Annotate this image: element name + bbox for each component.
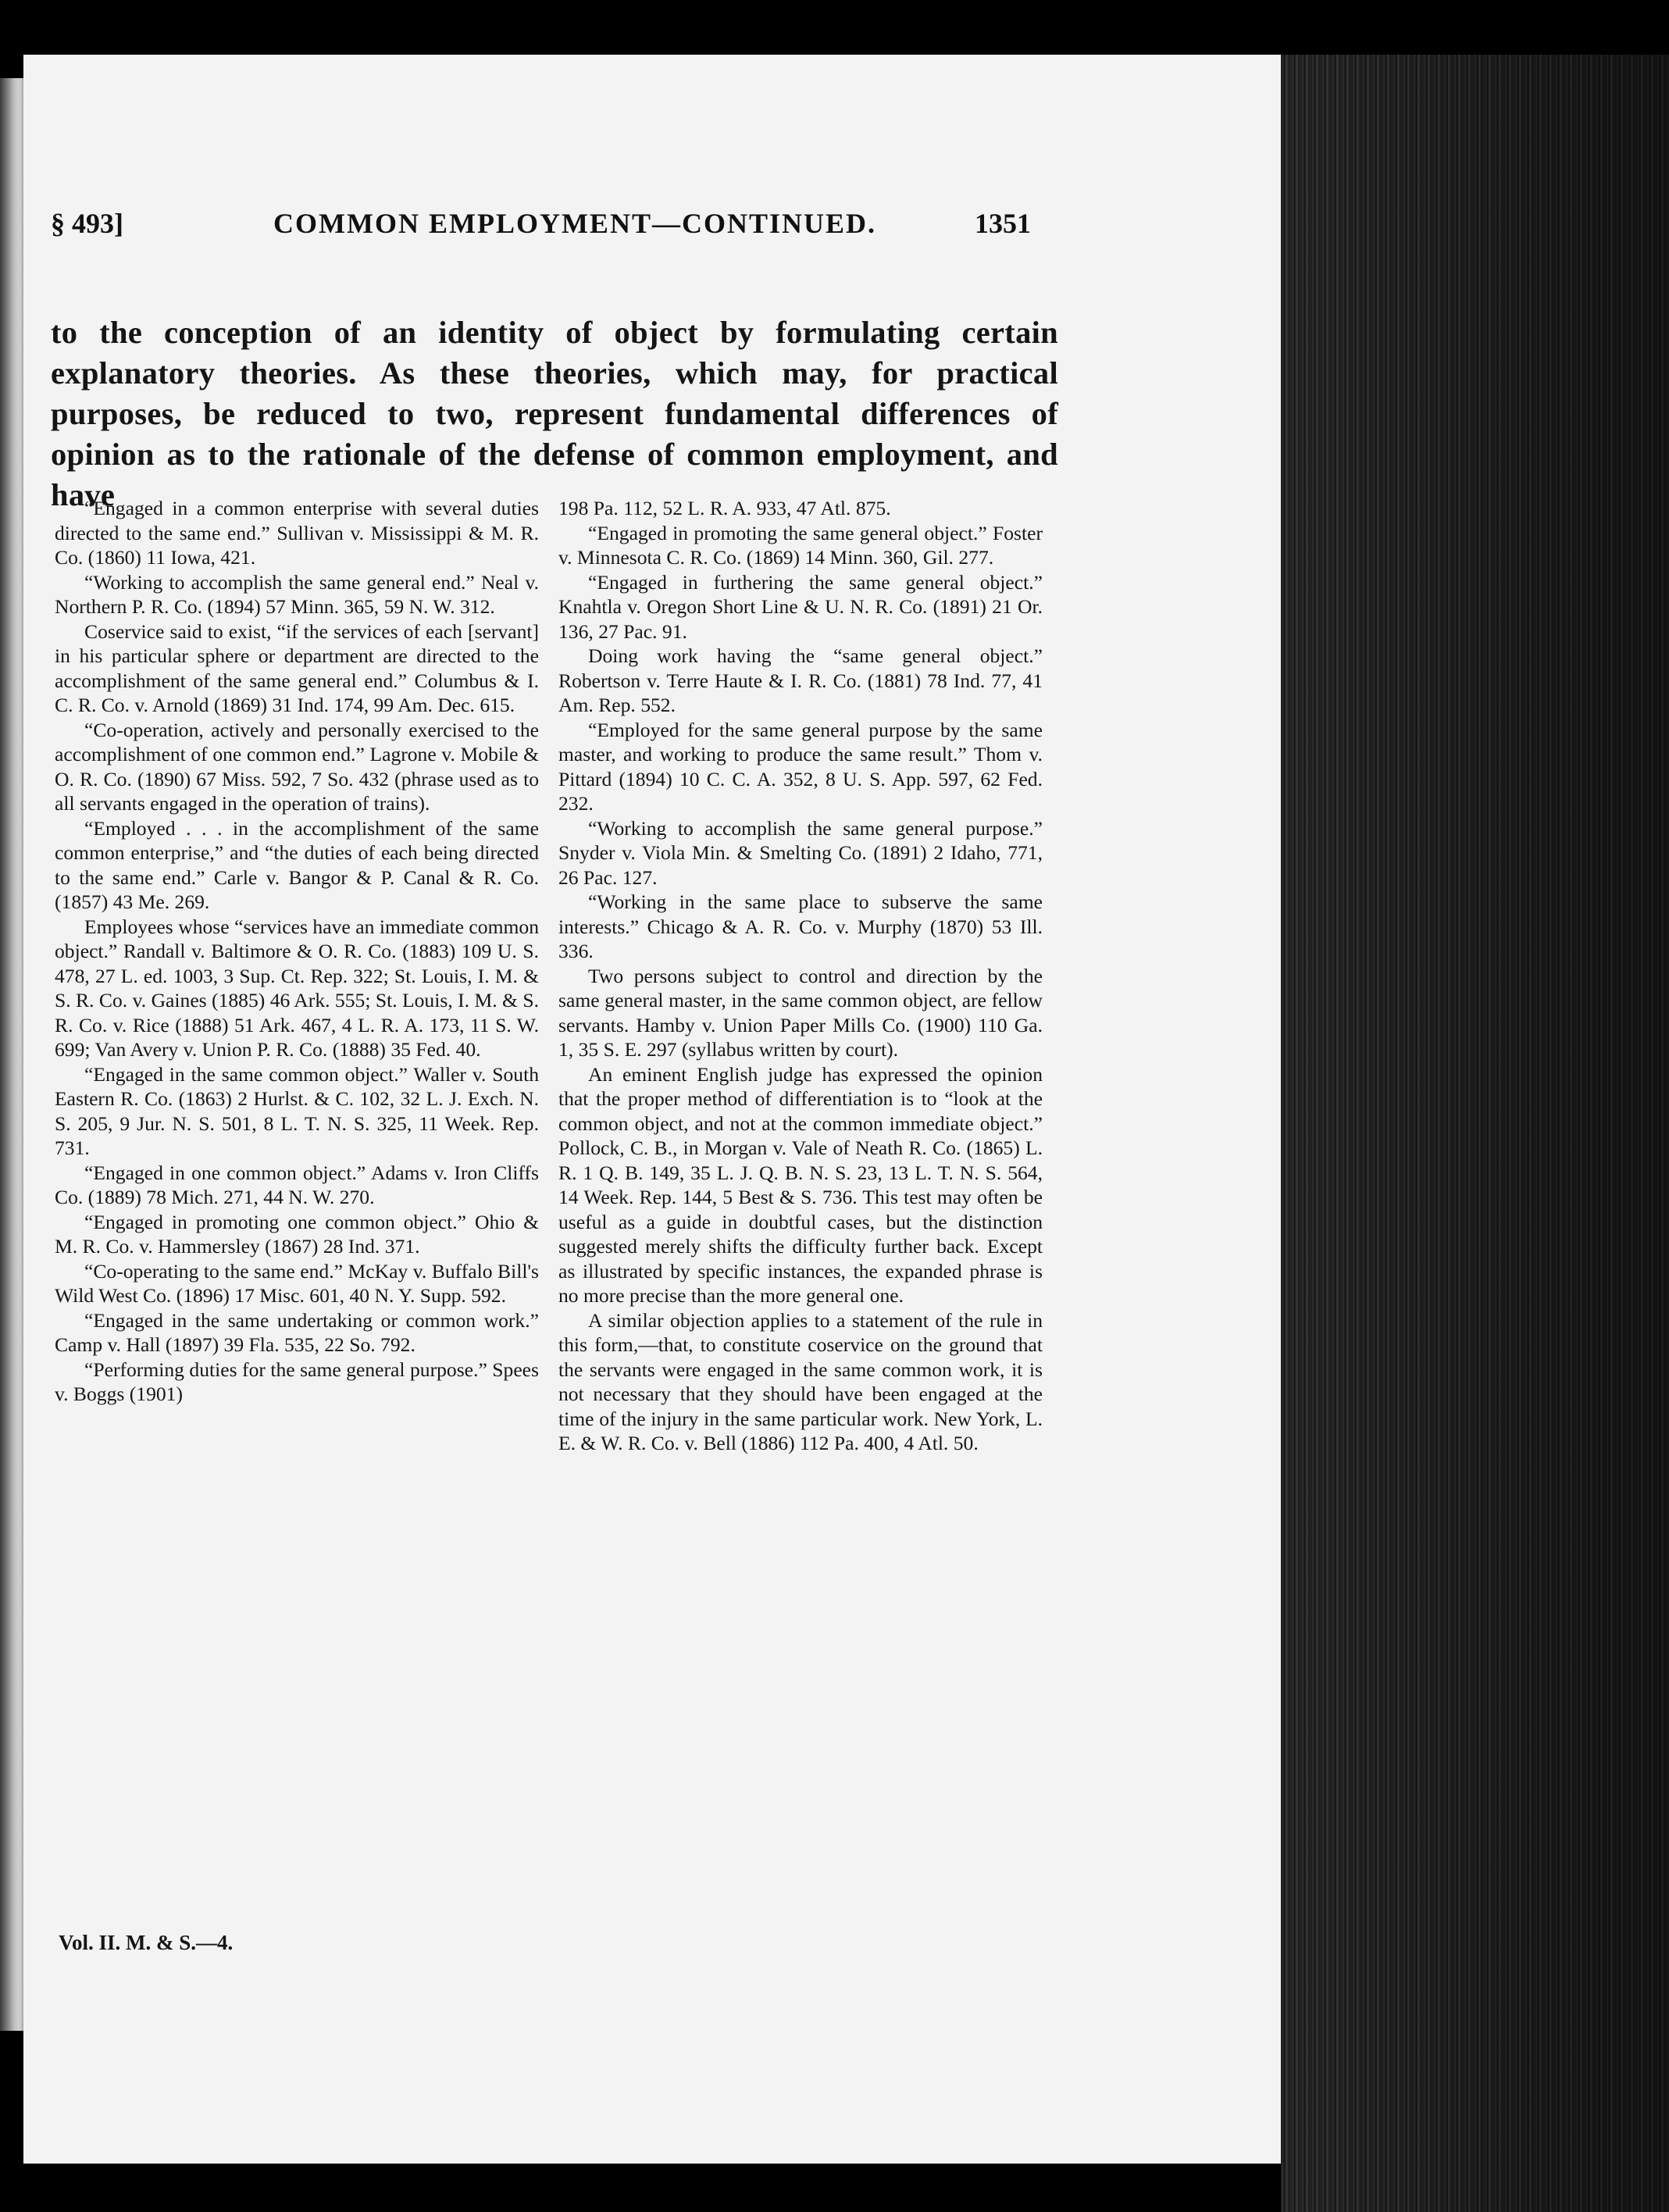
footnote: “Performing duties for the same general purpose.” Spees v. Boggs (1901): [55, 1358, 539, 1405]
running-header: [23, 207, 1281, 246]
footnote: “Working to accomplish the same general end.” Neal v. Northern P. R. Co. (1894) 57 Minn. 365, 59 N. W. 312.: [55, 570, 539, 618]
footnote: Coservice said to exist, “if the services of each [servant] in his particular sphere or department are directed to the accomplishment of the same general end.” Columbus & I. C. R. Co. v. Arnold (1869) 31 Ind. 174, 99 Am. Dec. 615.: [55, 619, 539, 716]
section-number: § 493]: [51, 208, 123, 239]
footnote: Doing work having the “same general object.” Robertson v. Terre Haute & I. R. Co. (1881) 78 Ind. 77, 41 Am. Rep. 552.: [558, 644, 1043, 716]
footnote: “Engaged in a common enterprise with several duties directed to the same end.” Sullivan v. Mississippi & M. R. Co. (1860) 11 Iowa, 421.: [55, 497, 539, 569]
spine-shade: [1281, 55, 1669, 2212]
footnote: A similar objection applies to a statement of the rule in this form,—that, to constitute coservice on the ground that the servants were engaged in the same common work, it is not necessary that they should have been engaged at the time of the injury in the same particular work. New York, L. E. & W. R. Co. v. Bell (1886) 112 Pa. 400, 4 Atl. 50.: [558, 1308, 1043, 1454]
footnote: “Working to accomplish the same general purpose.” Snyder v. Viola Min. & Smelting Co. (1891) 2 Idaho, 771, 26 Pac. 127.: [558, 816, 1043, 889]
footnote: “Working in the same place to subserve the same interests.” Chicago & A. R. Co. v. Murphy (1870) 53 Ill. 336.: [558, 890, 1043, 962]
footnote: “Employed . . . in the accomplishment of the same common enterprise,” and “the duties of each being directed to the same end.” Carle v. Bangor & P. Canal & R. Co. (1857) 43 Me. 269.: [55, 816, 539, 913]
signature-mark: Vol. II. M. & S.—4.: [59, 1931, 234, 1954]
footnote: “Co-operating to the same end.” McKay v. Buffalo Bill's Wild West Co. (1896) 17 Misc. 601, 40 N. Y. Supp. 592.: [55, 1259, 539, 1307]
left-page-edge: [0, 78, 23, 2031]
footnote: “Engaged in the same undertaking or common work.” Camp v. Hall (1897) 39 Fla. 535, 22 So. 792.: [55, 1308, 539, 1356]
footnote-continuation: 198 Pa. 112, 52 L. R. A. 933, 47 Atl. 875.: [558, 497, 891, 519]
footnote: Two persons subject to control and direction by the same general master, in the same common object, are fellow servants. Hamby v. Union Paper Mills Co. (1900) 110 Ga. 1, 35 S. E. 297 (syllabus written by court).: [558, 964, 1043, 1061]
footnote: “Engaged in one common object.” Adams v. Iron Cliffs Co. (1889) 78 Mich. 271, 44 N. W. 270.: [55, 1161, 539, 1208]
main-text: to the conception of an identity of object by formulating certain explanatory theories. As these theories, which may, for practical purposes, be reduced to two, represent fundamental differences of opinion as to the rationale of the defense of common employment, and have: [51, 315, 1058, 512]
footnote-column-left: [55, 496, 539, 1407]
footnote: “Engaged in the same common object.” Waller v. South Eastern R. Co. (1863) 2 Hurlst. & C. 102, 32 L. J. Exch. N. S. 205, 9 Jur. N. S. 501, 8 L. T. N. S. 325, 11 Week. Rep. 731.: [55, 1062, 539, 1159]
footnote-column-right: [558, 496, 1043, 1456]
running-title: COMMON EMPLOYMENT—CONTINUED.: [273, 208, 876, 239]
page-number: 1351: [975, 208, 1031, 239]
footnote: Employees whose “services have an immediate common object.” Randall v. Baltimore & O. R. Co. (1883) 109 U. S. 478, 27 L. ed. 1003, 3 Sup. Ct. Rep. 322; St. Louis, I. M. & S. R. Co. v. Gaines (1885) 46 Ark. 555; St. Louis, I. M. & S. R. Co. v. Rice (1888) 51 Ark. 467, 4 L. R. A. 173, 11 S. W. 699; Van Avery v. Union P. R. Co. (1888) 35 Fed. 40.: [55, 915, 539, 1061]
footnote: An eminent English judge has expressed the opinion that the proper method of differentiation is to “look at the common object, and not at the common immediate object.” Pollock, C. B., in Morgan v. Vale of Neath R. Co. (1865) L. R. 1 Q. B. 149, 35 L. J. Q. B. N. S. 23, 13 L. T. N. S. 564, 14 Week. Rep. 144, 5 Best & S. 736. This test may often be useful as a guide in doubtful cases, but the distinction suggested merely shifts the difficulty further back. Except as illustrated by specific instances, the expanded phrase is no more precise than the more general one.: [558, 1062, 1043, 1307]
footnote: “Engaged in promoting the same general object.” Foster v. Minnesota C. R. Co. (1869) 14 Minn. 360, Gil. 277.: [558, 521, 1043, 569]
footnote: “Co-operation, actively and personally exercised to the accomplishment of one common end.” Lagrone v. Mobile & O. R. Co. (1890) 67 Miss. 592, 7 So. 432 (phrase used as to all servants engaged in the operation of trains).: [55, 718, 539, 815]
footnote: “Employed for the same general purpose by the same master, and working to produce the same result.” Thom v. Pittard (1894) 10 C. C. A. 352, 8 U. S. App. 597, 62 Fed. 232.: [558, 718, 1043, 815]
book-page: [23, 55, 1281, 2164]
footnote: “Engaged in promoting one common object.” Ohio & M. R. Co. v. Hammersley (1867) 28 Ind. 371.: [55, 1210, 539, 1258]
footnote: “Engaged in furthering the same general object.” Knahtla v. Oregon Short Line & U. N. R. Co. (1891) 21 Or. 136, 27 Pac. 91.: [558, 570, 1043, 643]
